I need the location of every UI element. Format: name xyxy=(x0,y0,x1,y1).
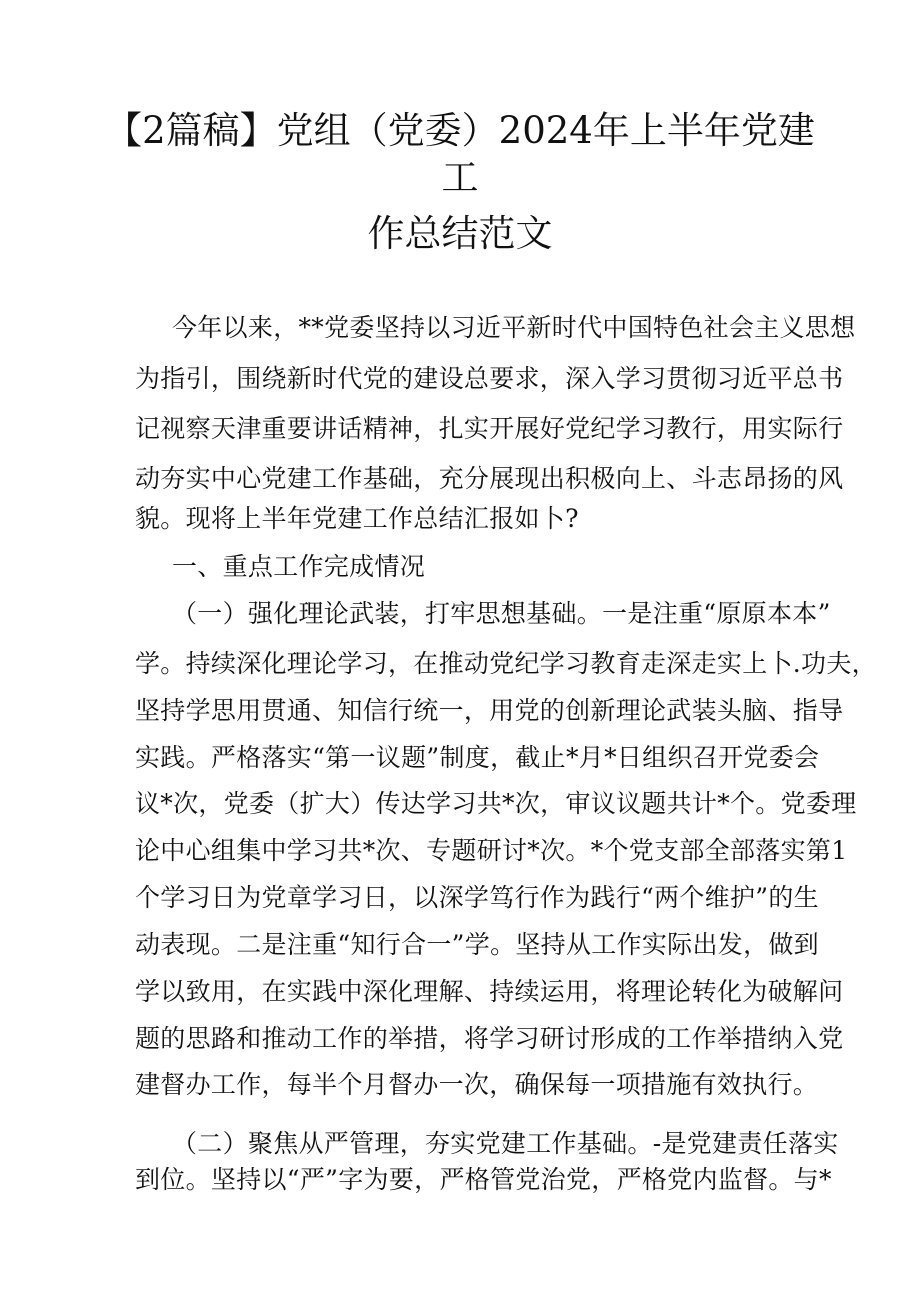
body-line: 论中心组集中学习共*次、专题研讨*次。*个党支部全部落实第1 xyxy=(135,836,848,865)
body-line: 今年以来，**党委坚持以习近平新时代中国特色社会主义思想 xyxy=(172,313,856,342)
body-line: 坚持学思用贯通、知信行统一，用党的创新理论武装头脑、指导 xyxy=(135,696,844,725)
document-title-line-2: 工 xyxy=(441,156,479,199)
body-line: 为指引，围绕新时代党的建设总要求，深入学习贯彻习近平总书 xyxy=(135,364,844,393)
body-line: 实践。严格落实“第一议题”制度，截止*月*日组织召开党委会 xyxy=(135,743,820,772)
section-heading: 一、重点工作完成情况 xyxy=(172,552,426,581)
body-line: 建督办工作，每半个月督办一次，确保每一项措施有效执行。 xyxy=(135,1070,819,1099)
document-title-line-3: 作总结范文 xyxy=(367,212,553,255)
body-line: 个学习日为党章学习日，以深学笃行作为践行“两个维护”的生 xyxy=(135,883,819,912)
body-line: 学。持续深化理论学习，在推动党纪学习教育走深走实上卜.功夫， xyxy=(135,649,877,678)
document-title-line-1: 【2篇稿】党组（党委）2024年上半年党建 xyxy=(105,109,815,152)
body-line: （一）强化理论武装，打牢思想基础。一是注重“原原本本” xyxy=(172,599,831,628)
body-line: 动夯实中心党建工作基础，充分展现出积极向上、斗志昂扬的风 xyxy=(135,464,844,493)
body-line: 貌。现将上半年党建工作总结汇报如卜? xyxy=(135,504,579,533)
body-line: 动表现。二是注重“知行合一”学。坚持从工作实际出发，做到 xyxy=(135,930,819,959)
body-line: 学以致用，在实践中深化理解、持续运用，将理论转化为破解问 xyxy=(135,977,844,1006)
body-line: 题的思路和推动工作的举措，将学习研讨形成的工作举措纳入党 xyxy=(135,1024,844,1053)
body-line: 议*次，党委（扩大）传达学习共*次，审议议题共计*个。党委理 xyxy=(135,789,857,818)
body-line: 记视察天津重要讲话精神，扎实开展好党纪学习教行，用实际行 xyxy=(135,414,844,443)
body-line: （二）聚焦从严管理，夯实党建工作基础。-是党建责任落实 xyxy=(172,1129,839,1158)
body-line: 到位。坚持以“严”字为要，严格管党治党，严格党内监督。与* xyxy=(135,1165,832,1194)
